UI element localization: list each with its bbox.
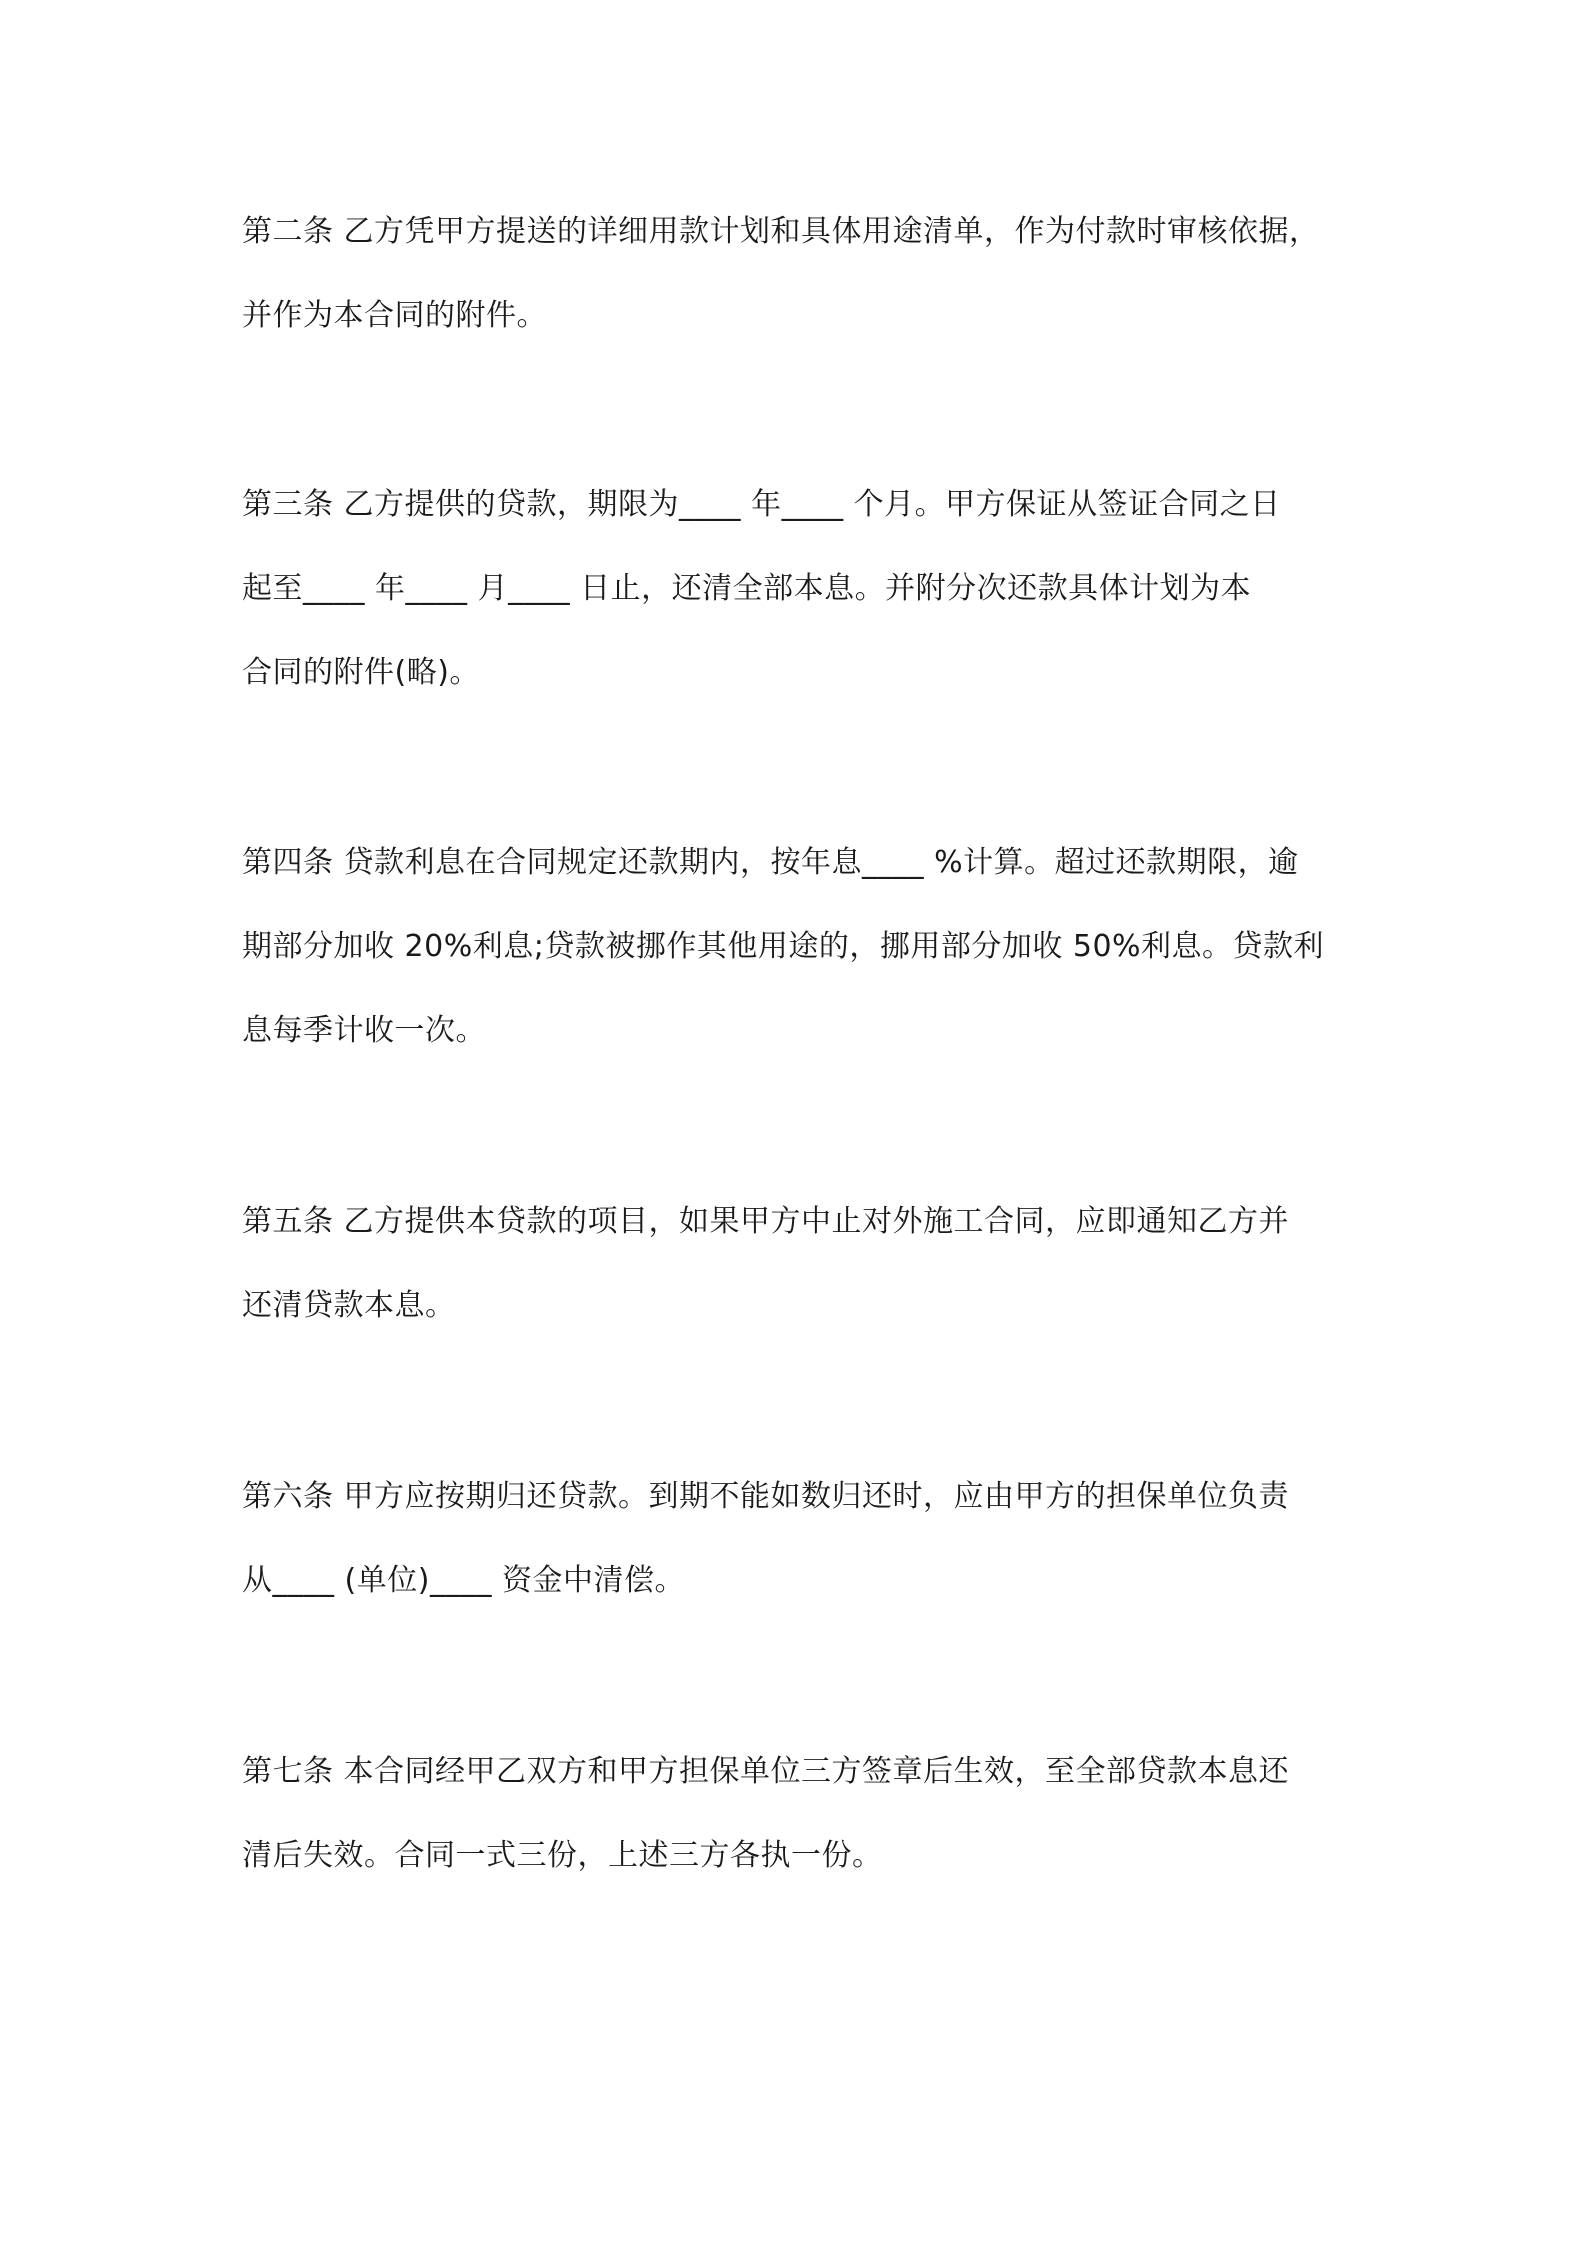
- article-3-line-1: 第三条 乙方提供的贷款，期限为____ 年____ 个月。甲方保证从签证合同之日: [242, 487, 1281, 522]
- article-4-line-1: 第四条 贷款利息在合同规定还款期内，按年息____ %计算。超过还款期限，逾: [242, 845, 1299, 880]
- article-4-line-3: 息每季计收一次。: [242, 1013, 486, 1048]
- article-5-line-1: 第五条 乙方提供本贷款的项目，如果甲方中止对外施工合同，应即通知乙方并: [242, 1204, 1290, 1239]
- article-2-line-1: 第二条 乙方凭甲方提送的详细用款计划和具体用途清单，作为付款时审核依据，: [242, 214, 1320, 249]
- article-3-line-3: 合同的附件(略)。: [242, 655, 480, 690]
- article-7-line-2: 清后失效。合同一式三份，上述三方各执一份。: [242, 1838, 883, 1873]
- article-6-line-1: 第六条 甲方应按期归还贷款。到期不能如数归还时，应由甲方的担保单位负责: [242, 1479, 1290, 1514]
- article-5-line-2: 还清贷款本息。: [242, 1288, 456, 1323]
- article-4-line-2: 期部分加收 20%利息;贷款被挪作其他用途的，挪用部分加收 50%利息。贷款利: [242, 929, 1325, 964]
- article-2-line-2: 并作为本合同的附件。: [242, 298, 547, 333]
- article-3-line-2: 起至____ 年____ 月____ 日止，还清全部本息。并附分次还款具体计划为本: [242, 571, 1252, 606]
- article-7-line-1: 第七条 本合同经甲乙双方和甲方担保单位三方签章后生效，至全部贷款本息还: [242, 1754, 1290, 1789]
- article-6-line-2: 从____ (单位)____ 资金中清偿。: [242, 1563, 685, 1598]
